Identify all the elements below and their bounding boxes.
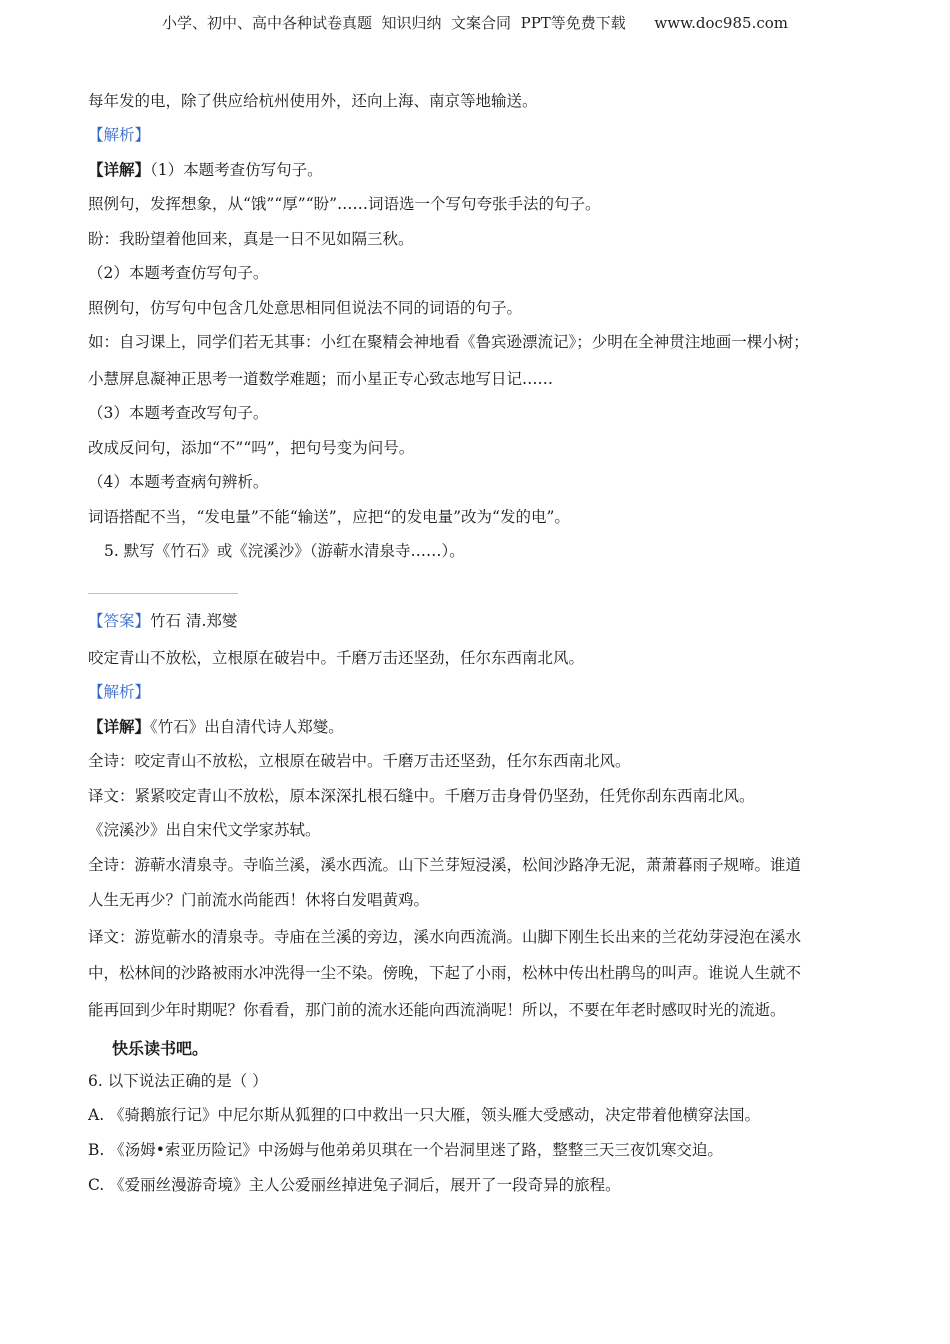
analysis-tag: 【解析】 [88,126,151,144]
text-line: 全诗：游蕲水清泉寺。寺临兰溪，溪水西流。山下兰芽短浸溪，松间沙路净无泥，萧萧暮雨子规啼。谁道 [88,856,802,874]
page-header: 小学、初中、高中各种试卷真题 知识归纳 文案合同 PPT等免费下载 www.doc985.com [161,14,788,32]
text-line: 词语搭配不当，“发电量”不能“输送”，应把“的发电量”改为“发的电”。 [88,508,570,526]
option-b: B. 《汤姆•索亚历险记》中汤姆与他弟弟贝琪在一个岩洞里迷了路，整整三天三夜饥寒交迫。 [88,1141,723,1159]
text-line: （3）本题考查改写句子。 [88,404,269,422]
analysis-tag: 【解析】 [88,683,151,701]
text-line: 照例句，仿写句中包含几处意思相同但说法不同的词语的句子。 [88,299,523,317]
text-line: 译文：游览蕲水的清泉寺。寺庙在兰溪的旁边，溪水向西流淌。山脚下刚生长出来的兰花幼芽浸泡在溪水 [88,928,802,946]
detail-tag: 【详解】 [88,717,151,736]
detail-line [88,717,344,737]
text-line: 《浣溪沙》出自宋代文学家苏轼。 [88,821,321,839]
text-line: 咬定青山不放松，立根原在破岩中。千磨万击还坚劲，任尔东西南北风。 [88,649,585,667]
text-line: 小慧屏息凝神正思考一道数学难题；而小星正专心致志地写日记…… [88,370,554,388]
text-line: 译文：紧紧咬定青山不放松，原本深深扎根石缝中。千磨万击身骨仍坚劲，任凭你刮东西南北风。 [88,787,755,805]
text-line: 如：自习课上，同学们若无其事：小红在聚精会神地看《鲁宾逊漂流记》；少明在全神贯注地画一棵小树； [88,333,809,351]
text-line: 盼：我盼望着他回来，真是一日不见如隔三秋。 [88,230,414,248]
answer-line [88,611,237,631]
text-line: 能再回到少年时期呢？你看看，那门前的流水还能向西流淌呢！所以，不要在年老时感叹时光的流逝。 [88,1001,786,1019]
divider-line [88,593,238,594]
question-5: 5. 默写《竹石》或《浣溪沙》（游蕲水清泉寺……）。 [104,542,465,560]
text-line: 改成反问句，添加“不”“吗”，把句号变为问号。 [88,439,415,457]
text-line: （2）本题考查仿写句子。 [88,264,269,282]
option-c: C. 《爱丽丝漫游奇境》主人公爱丽丝掉进兔子洞后，展开了一段奇异的旅程。 [88,1176,621,1194]
text-line: 每年发的电，除了供应给杭州使用外，还向上海、南京等地输送。 [88,92,538,110]
section-heading: 快乐读书吧。 [112,1039,209,1058]
detail-tag: 【详解】 [88,160,151,179]
option-a: A. 《骑鹅旅行记》中尼尔斯从狐狸的口中救出一只大雁，领头雁大受感动，决定带着他横穿法国。 [88,1106,761,1124]
text-line: 中，松林间的沙路被雨水冲洗得一尘不染。傍晚，下起了小雨，松林中传出杜鹃鸟的叫声。谁说人生就不 [88,964,802,982]
question-6: 6. 以下说法正确的是（ ） [88,1072,268,1090]
detail-line [88,160,323,180]
text-line: （4）本题考查病句辨析。 [88,473,269,491]
answer-tag: 【答案】 [88,612,151,630]
text-line: 全诗：咬定青山不放松，立根原在破岩中。千磨万击还坚劲，任尔东西南北风。 [88,752,631,770]
text-span: （1）本题考查仿写句子。 [150,161,323,179]
text-line: 照例句，发挥想象，从“饿”“厚”“盼”……词语选一个写句夸张手法的句子。 [88,195,601,213]
answer-text: 竹石 清.郑燮 [150,612,238,630]
text-span: 《竹石》出自清代诗人郑燮。 [150,718,344,736]
text-line: 人生无再少？门前流水尚能西！休将白发唱黄鸡。 [88,891,430,909]
